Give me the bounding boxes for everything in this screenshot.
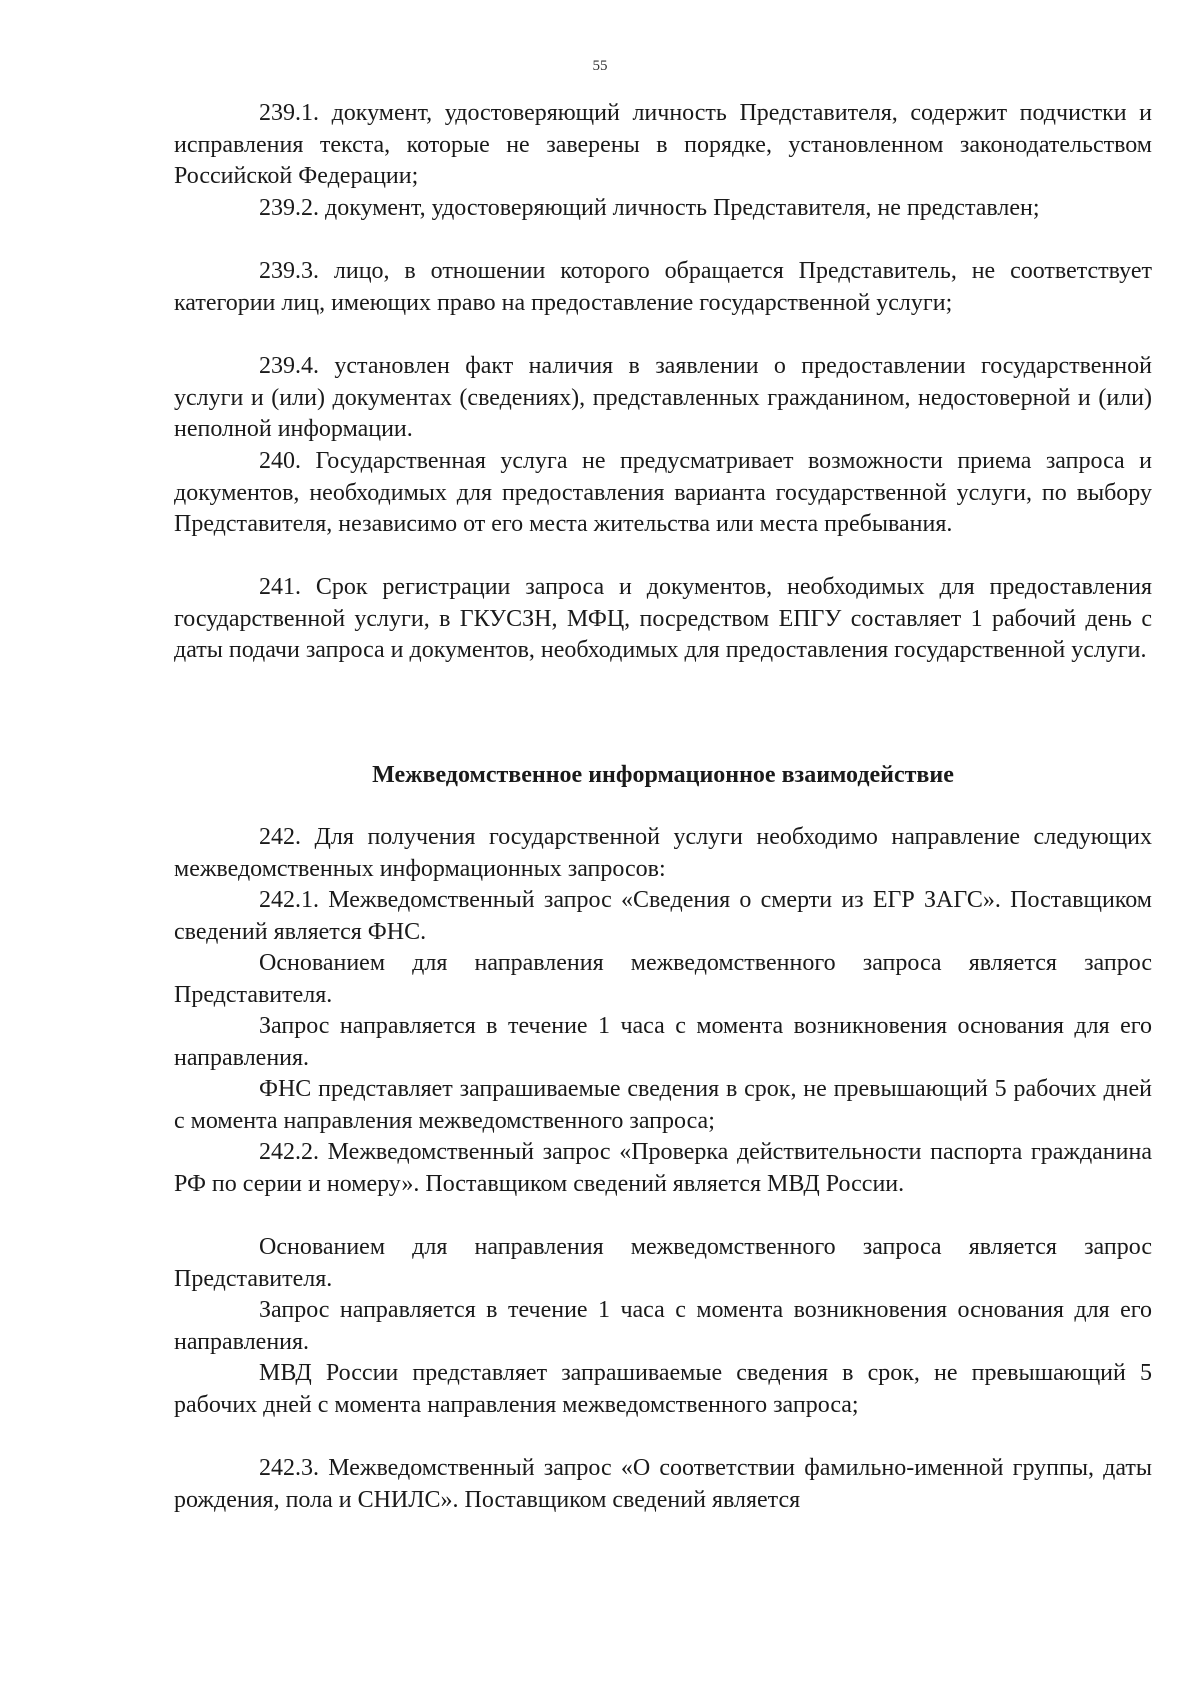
paragraph-240: 240. Государственная услуга не предусматривает возможности приема запроса и документов, необходимых для предоставления варианта государственной услуги, по выбору Представителя, независимо от его места жительства или места пребывания. xyxy=(174,448,1152,537)
paragraph-request-time-1: Запрос направляется в течение 1 часа с момента возникновения основания для его направления. xyxy=(174,1013,1152,1071)
paragraph-242: 242. Для получения государственной услуги необходимо направление следующих межведомственных информационных запросов: xyxy=(174,824,1152,882)
paragraph-mvd-term: МВД России представляет запрашиваемые сведения в срок, не превышающий 5 рабочих дней с момента направления межведомственного запроса; xyxy=(174,1360,1152,1418)
page-number: 55 xyxy=(592,58,608,74)
paragraph-basis-2: Основанием для направления межведомственного запроса является запрос Представителя. xyxy=(174,1234,1152,1292)
paragraph-basis-1: Основанием для направления межведомственного запроса является запрос Представителя. xyxy=(174,950,1152,1008)
paragraph-242-1: 242.1. Межведомственный запрос «Сведения о смерти из ЕГР ЗАГС». Поставщиком сведений является ФНС. xyxy=(174,887,1152,945)
paragraph-239-4: 239.4. установлен факт наличия в заявлении о предоставлении государственной услуги и (или) документах (сведениях), представленных гражданином, недостоверной и (или) неполной информации. xyxy=(174,353,1152,442)
paragraph-242-3: 242.3. Межведомственный запрос «О соответствии фамильно-именной группы, даты рождения, пола и СНИЛС». Поставщиком сведений является xyxy=(174,1455,1152,1513)
paragraph-239-1: 239.1. документ, удостоверяющий личность Представителя, содержит подчистки и исправления текста, которые не заверены в порядке, установленном законодательством Российской Федерации; xyxy=(174,100,1152,189)
paragraph-242-2: 242.2. Межведомственный запрос «Проверка действительности паспорта гражданина РФ по серии и номеру». Поставщиком сведений является МВД России. xyxy=(174,1139,1152,1197)
paragraph-241: 241. Срок регистрации запроса и документов, необходимых для предоставления государственной услуги, в ГКУСЗН, МФЦ, посредством ЕПГУ составляет 1 рабочий день с даты подачи запроса и документов, необходимых для предоставления государственной услуги. xyxy=(174,574,1152,663)
section-heading: Межведомственное информационное взаимодействие xyxy=(372,762,954,788)
paragraph-request-time-2: Запрос направляется в течение 1 часа с момента возникновения основания для его направления. xyxy=(174,1297,1152,1355)
paragraph-fns-term: ФНС представляет запрашиваемые сведения в срок, не превышающий 5 рабочих дней с момента направления межведомственного запроса; xyxy=(174,1076,1152,1134)
paragraph-239-3: 239.3. лицо, в отношении которого обращается Представитель, не соответствует категории лиц, имеющих право на предоставление государственной услуги; xyxy=(174,258,1152,316)
paragraph-239-2: 239.2. документ, удостоверяющий личность Представителя, не представлен; xyxy=(259,195,1040,221)
